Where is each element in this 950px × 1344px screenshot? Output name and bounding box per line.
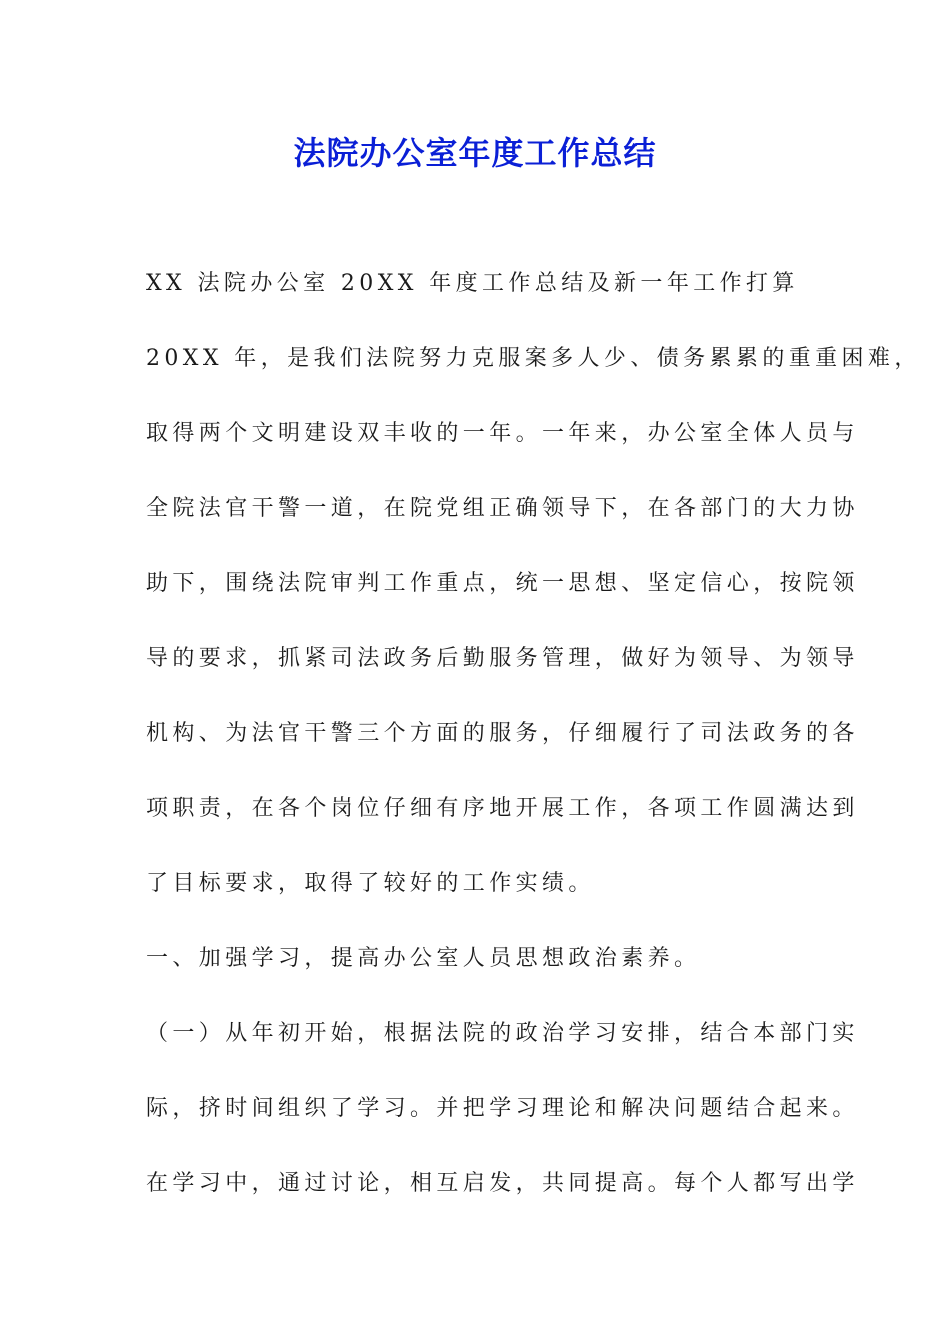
body-line: 20XX 年，是我们法院努力克服案多人少、债务累累的重重困难，	[146, 346, 921, 371]
section-heading: 一、加强学习，提高办公室人员思想政治素养。	[146, 946, 701, 971]
body-line: 取得两个文明建设双丰收的一年。一年来，办公室全体人员与	[146, 421, 859, 446]
body-line: 机构、为法官干警三个方面的服务，仔细履行了司法政务的各	[146, 721, 859, 746]
body-line: XX 法院办公室 20XX 年度工作总结及新一年工作打算	[146, 271, 799, 296]
document-body	[146, 266, 921, 1241]
body-line: 了目标要求，取得了较好的工作实绩。	[146, 871, 595, 896]
body-line: 助下，围绕法院审判工作重点，统一思想、坚定信心，按院领	[146, 571, 859, 596]
body-line: 全院法官干警一道，在院党组正确领导下，在各部门的大力协	[146, 496, 859, 521]
document-title: 法院办公室年度工作总结	[293, 134, 657, 172]
body-line: 项职责，在各个岗位仔细有序地开展工作，各项工作圆满达到	[146, 796, 859, 821]
body-line: （一）从年初开始，根据法院的政治学习安排，结合本部门实	[146, 1021, 859, 1046]
body-line: 际，挤时间组织了学习。并把学习理论和解决问题结合起来。	[146, 1096, 859, 1121]
body-line: 在学习中，通过讨论，相互启发，共同提高。每个人都写出学	[146, 1171, 859, 1196]
body-line: 导的要求，抓紧司法政务后勤服务管理，做好为领导、为领导	[146, 646, 859, 671]
